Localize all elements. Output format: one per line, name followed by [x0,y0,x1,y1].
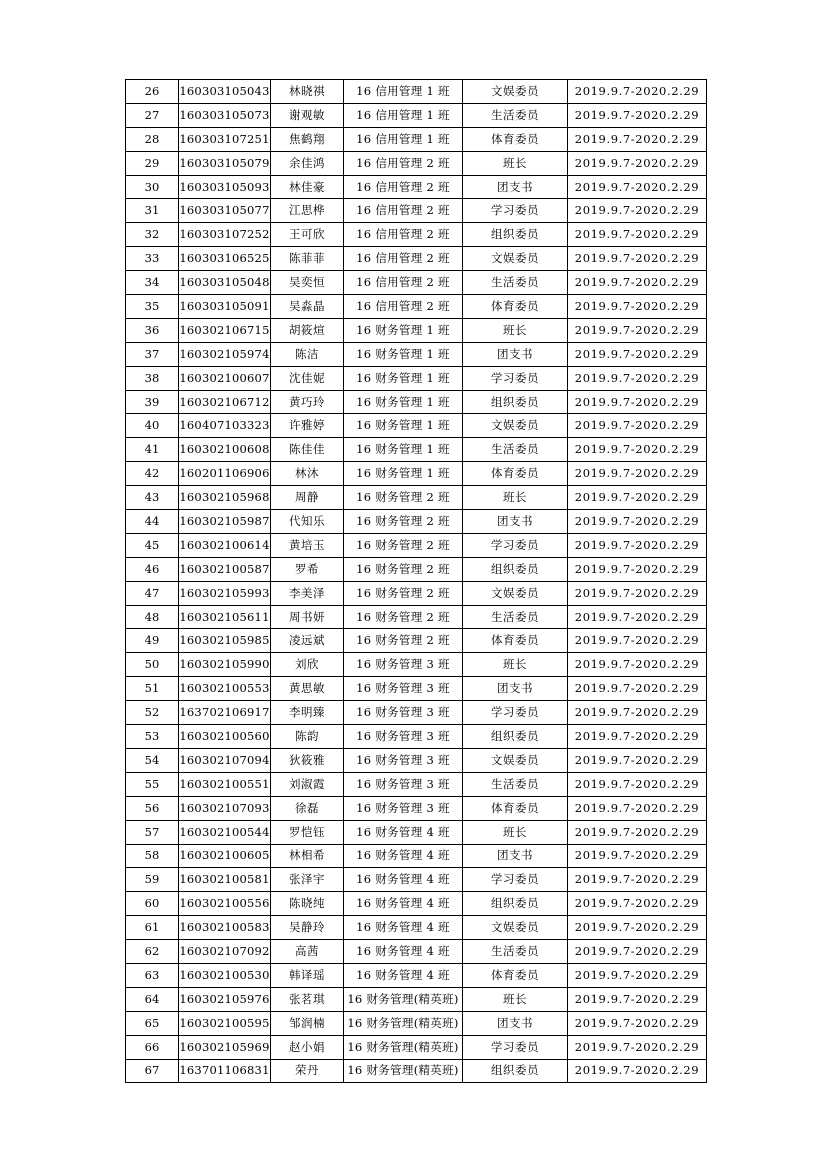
class-name-cell: 16 财务管理 2 班 [344,605,463,629]
student-id-cell: 160303105073 [179,103,271,127]
student-id-cell: 160303107251 [179,127,271,151]
class-name-cell: 16 财务管理 1 班 [344,318,463,342]
class-name-cell: 16 财务管理 1 班 [344,366,463,390]
student-name-cell: 周书妍 [271,605,344,629]
term-period-cell: 2019.9.7-2020.2.29 [568,629,707,653]
student-id-cell: 160303106525 [179,247,271,271]
student-name-cell: 罗希 [271,557,344,581]
table-row [126,80,707,104]
class-name-cell: 16 信用管理 2 班 [344,295,463,319]
student-name-cell: 陈菲菲 [271,247,344,271]
row-number-cell: 38 [126,366,179,390]
class-name-cell: 16 财务管理 1 班 [344,342,463,366]
student-id-cell: 160302107093 [179,796,271,820]
student-name-cell: 谢观敏 [271,103,344,127]
student-name-cell: 刘欣 [271,653,344,677]
student-id-cell: 160302100614 [179,533,271,557]
position-cell: 学习委员 [463,1035,568,1059]
class-name-cell: 16 财务管理 4 班 [344,892,463,916]
table-row [126,295,707,319]
class-name-cell: 16 信用管理 2 班 [344,151,463,175]
position-cell: 班长 [463,318,568,342]
student-id-cell: 160302100581 [179,868,271,892]
term-period-cell: 2019.9.7-2020.2.29 [568,868,707,892]
table-row [126,151,707,175]
table-row [126,892,707,916]
class-name-cell: 16 财务管理 4 班 [344,820,463,844]
student-id-cell: 160302105990 [179,653,271,677]
position-cell: 生活委员 [463,605,568,629]
term-period-cell: 2019.9.7-2020.2.29 [568,557,707,581]
row-number-cell: 32 [126,223,179,247]
position-cell: 学习委员 [463,868,568,892]
class-name-cell: 16 财务管理 2 班 [344,557,463,581]
student-name-cell: 周静 [271,486,344,510]
student-name-cell: 林沐 [271,462,344,486]
position-cell: 团支书 [463,510,568,534]
term-period-cell: 2019.9.7-2020.2.29 [568,725,707,749]
class-name-cell: 16 财务管理(精英班) [344,1011,463,1035]
position-cell: 生活委员 [463,772,568,796]
row-number-cell: 26 [126,80,179,104]
student-name-cell: 荣丹 [271,1059,344,1083]
table-row [126,510,707,534]
term-period-cell: 2019.9.7-2020.2.29 [568,318,707,342]
class-name-cell: 16 财务管理 3 班 [344,772,463,796]
row-number-cell: 45 [126,533,179,557]
table-row [126,533,707,557]
class-name-cell: 16 信用管理 2 班 [344,223,463,247]
position-cell: 学习委员 [463,701,568,725]
position-cell: 团支书 [463,677,568,701]
class-name-cell: 16 信用管理 1 班 [344,80,463,104]
position-cell: 生活委员 [463,940,568,964]
position-cell: 团支书 [463,844,568,868]
student-name-cell: 王可欣 [271,223,344,247]
student-id-cell: 160302105993 [179,581,271,605]
position-cell: 文娱委员 [463,80,568,104]
term-period-cell: 2019.9.7-2020.2.29 [568,151,707,175]
table-row [126,772,707,796]
position-cell: 组织委员 [463,223,568,247]
student-id-cell: 160303105091 [179,295,271,319]
student-id-cell: 160302105985 [179,629,271,653]
row-number-cell: 53 [126,725,179,749]
student-name-cell: 黄培玉 [271,533,344,557]
position-cell: 文娱委员 [463,414,568,438]
table-row [126,701,707,725]
row-number-cell: 43 [126,486,179,510]
table-row [126,1059,707,1083]
student-id-cell: 160302105987 [179,510,271,534]
term-period-cell: 2019.9.7-2020.2.29 [568,247,707,271]
student-id-cell: 160303105048 [179,271,271,295]
row-number-cell: 28 [126,127,179,151]
student-name-cell: 陈韵 [271,725,344,749]
table-row [126,223,707,247]
row-number-cell: 36 [126,318,179,342]
student-id-cell: 160303105077 [179,199,271,223]
term-period-cell: 2019.9.7-2020.2.29 [568,605,707,629]
student-id-cell: 160302105969 [179,1035,271,1059]
position-cell: 学习委员 [463,199,568,223]
table-row [126,247,707,271]
term-period-cell: 2019.9.7-2020.2.29 [568,844,707,868]
row-number-cell: 63 [126,963,179,987]
table-row [126,725,707,749]
class-name-cell: 16 财务管理 2 班 [344,510,463,534]
student-name-cell: 韩译瑶 [271,963,344,987]
student-id-cell: 160302106715 [179,318,271,342]
table-row [126,103,707,127]
class-name-cell: 16 信用管理 2 班 [344,199,463,223]
term-period-cell: 2019.9.7-2020.2.29 [568,1059,707,1083]
class-name-cell: 16 财务管理 4 班 [344,940,463,964]
row-number-cell: 52 [126,701,179,725]
row-number-cell: 64 [126,987,179,1011]
row-number-cell: 51 [126,677,179,701]
student-id-cell: 160302100551 [179,772,271,796]
student-name-cell: 胡筱煊 [271,318,344,342]
student-id-cell: 163701106831 [179,1059,271,1083]
term-period-cell: 2019.9.7-2020.2.29 [568,342,707,366]
class-name-cell: 16 财务管理 3 班 [344,653,463,677]
position-cell: 组织委员 [463,390,568,414]
term-period-cell: 2019.9.7-2020.2.29 [568,748,707,772]
position-cell: 体育委员 [463,462,568,486]
row-number-cell: 48 [126,605,179,629]
term-period-cell: 2019.9.7-2020.2.29 [568,486,707,510]
student-id-cell: 160302100607 [179,366,271,390]
term-period-cell: 2019.9.7-2020.2.29 [568,963,707,987]
student-id-cell: 160302107094 [179,748,271,772]
student-id-cell: 163702106917 [179,701,271,725]
student-name-cell: 黄巧玲 [271,390,344,414]
student-name-cell: 罗恺钰 [271,820,344,844]
class-name-cell: 16 财务管理 4 班 [344,868,463,892]
table-row [126,916,707,940]
student-id-cell: 160302100544 [179,820,271,844]
student-id-cell: 160407103323 [179,414,271,438]
row-number-cell: 40 [126,414,179,438]
student-id-cell: 160302105974 [179,342,271,366]
table-row [126,820,707,844]
student-id-cell: 160302100553 [179,677,271,701]
row-number-cell: 29 [126,151,179,175]
table-row [126,127,707,151]
student-id-cell: 160303105043 [179,80,271,104]
row-number-cell: 44 [126,510,179,534]
class-name-cell: 16 财务管理 3 班 [344,748,463,772]
position-cell: 体育委员 [463,796,568,820]
table-row [126,438,707,462]
row-number-cell: 31 [126,199,179,223]
student-name-cell: 许雅婷 [271,414,344,438]
class-cadre-table [125,79,707,1083]
student-name-cell: 陈佳佳 [271,438,344,462]
position-cell: 组织委员 [463,892,568,916]
student-id-cell: 160201106906 [179,462,271,486]
row-number-cell: 37 [126,342,179,366]
term-period-cell: 2019.9.7-2020.2.29 [568,438,707,462]
row-number-cell: 33 [126,247,179,271]
table-row [126,342,707,366]
student-id-cell: 160302100556 [179,892,271,916]
table-row [126,987,707,1011]
table-row [126,1011,707,1035]
student-name-cell: 张茗琪 [271,987,344,1011]
student-id-cell: 160302100595 [179,1011,271,1035]
student-name-cell: 吴奕恒 [271,271,344,295]
student-id-cell: 160303105093 [179,175,271,199]
position-cell: 组织委员 [463,725,568,749]
row-number-cell: 47 [126,581,179,605]
row-number-cell: 42 [126,462,179,486]
student-name-cell: 高茜 [271,940,344,964]
class-name-cell: 16 财务管理 1 班 [344,462,463,486]
position-cell: 团支书 [463,1011,568,1035]
student-name-cell: 李美泽 [271,581,344,605]
row-number-cell: 58 [126,844,179,868]
row-number-cell: 41 [126,438,179,462]
table-row [126,390,707,414]
position-cell: 组织委员 [463,1059,568,1083]
row-number-cell: 67 [126,1059,179,1083]
class-name-cell: 16 财务管理(精英班) [344,1035,463,1059]
class-name-cell: 16 信用管理 2 班 [344,271,463,295]
position-cell: 班长 [463,820,568,844]
class-name-cell: 16 财务管理 1 班 [344,390,463,414]
class-name-cell: 16 财务管理 1 班 [344,438,463,462]
table-row [126,605,707,629]
term-period-cell: 2019.9.7-2020.2.29 [568,223,707,247]
row-number-cell: 30 [126,175,179,199]
student-id-cell: 160303105079 [179,151,271,175]
student-id-cell: 160302105976 [179,987,271,1011]
position-cell: 体育委员 [463,963,568,987]
term-period-cell: 2019.9.7-2020.2.29 [568,940,707,964]
row-number-cell: 65 [126,1011,179,1035]
table-row [126,940,707,964]
row-number-cell: 66 [126,1035,179,1059]
row-number-cell: 27 [126,103,179,127]
class-name-cell: 16 财务管理 3 班 [344,796,463,820]
table-row [126,557,707,581]
table-row [126,366,707,390]
student-id-cell: 160302100560 [179,725,271,749]
row-number-cell: 57 [126,820,179,844]
position-cell: 班长 [463,486,568,510]
student-name-cell: 张泽宇 [271,868,344,892]
student-id-cell: 160302105611 [179,605,271,629]
student-name-cell: 刘淑霞 [271,772,344,796]
student-name-cell: 焦鹤翔 [271,127,344,151]
position-cell: 生活委员 [463,103,568,127]
student-name-cell: 赵小娟 [271,1035,344,1059]
table-row [126,748,707,772]
row-number-cell: 34 [126,271,179,295]
student-id-cell: 160302100605 [179,844,271,868]
term-period-cell: 2019.9.7-2020.2.29 [568,271,707,295]
table-row [126,844,707,868]
term-period-cell: 2019.9.7-2020.2.29 [568,820,707,844]
student-name-cell: 李明臻 [271,701,344,725]
position-cell: 班长 [463,987,568,1011]
term-period-cell: 2019.9.7-2020.2.29 [568,80,707,104]
term-period-cell: 2019.9.7-2020.2.29 [568,366,707,390]
term-period-cell: 2019.9.7-2020.2.29 [568,892,707,916]
table-row [126,796,707,820]
term-period-cell: 2019.9.7-2020.2.29 [568,1011,707,1035]
row-number-cell: 35 [126,295,179,319]
table-row [126,1035,707,1059]
student-name-cell: 江思桦 [271,199,344,223]
student-id-cell: 160302100530 [179,963,271,987]
student-name-cell: 沈佳妮 [271,366,344,390]
student-name-cell: 徐磊 [271,796,344,820]
term-period-cell: 2019.9.7-2020.2.29 [568,103,707,127]
class-name-cell: 16 信用管理 1 班 [344,127,463,151]
student-name-cell: 陈洁 [271,342,344,366]
position-cell: 团支书 [463,175,568,199]
table-row [126,629,707,653]
term-period-cell: 2019.9.7-2020.2.29 [568,796,707,820]
table-row [126,868,707,892]
table-row [126,653,707,677]
term-period-cell: 2019.9.7-2020.2.29 [568,127,707,151]
position-cell: 文娱委员 [463,581,568,605]
term-period-cell: 2019.9.7-2020.2.29 [568,653,707,677]
student-name-cell: 林晓祺 [271,80,344,104]
position-cell: 文娱委员 [463,247,568,271]
student-name-cell: 吴静玲 [271,916,344,940]
term-period-cell: 2019.9.7-2020.2.29 [568,701,707,725]
student-id-cell: 160303107252 [179,223,271,247]
table-row [126,199,707,223]
term-period-cell: 2019.9.7-2020.2.29 [568,581,707,605]
student-name-cell: 代知乐 [271,510,344,534]
term-period-cell: 2019.9.7-2020.2.29 [568,390,707,414]
table-row [126,581,707,605]
class-name-cell: 16 信用管理 2 班 [344,175,463,199]
class-name-cell: 16 财务管理 2 班 [344,629,463,653]
table-row [126,318,707,342]
table-body [126,80,707,1083]
student-id-cell: 160302105968 [179,486,271,510]
row-number-cell: 60 [126,892,179,916]
position-cell: 学习委员 [463,533,568,557]
row-number-cell: 55 [126,772,179,796]
student-name-cell: 林相希 [271,844,344,868]
student-name-cell: 邹润楠 [271,1011,344,1035]
class-name-cell: 16 财务管理 3 班 [344,725,463,749]
row-number-cell: 61 [126,916,179,940]
position-cell: 生活委员 [463,271,568,295]
term-period-cell: 2019.9.7-2020.2.29 [568,414,707,438]
class-name-cell: 16 财务管理 3 班 [344,677,463,701]
term-period-cell: 2019.9.7-2020.2.29 [568,916,707,940]
class-name-cell: 16 财务管理 2 班 [344,581,463,605]
position-cell: 团支书 [463,342,568,366]
term-period-cell: 2019.9.7-2020.2.29 [568,175,707,199]
term-period-cell: 2019.9.7-2020.2.29 [568,1035,707,1059]
row-number-cell: 49 [126,629,179,653]
position-cell: 体育委员 [463,629,568,653]
class-name-cell: 16 财务管理 3 班 [344,701,463,725]
position-cell: 文娱委员 [463,916,568,940]
student-id-cell: 160302100608 [179,438,271,462]
student-name-cell: 黄思敏 [271,677,344,701]
row-number-cell: 50 [126,653,179,677]
term-period-cell: 2019.9.7-2020.2.29 [568,987,707,1011]
row-number-cell: 56 [126,796,179,820]
term-period-cell: 2019.9.7-2020.2.29 [568,772,707,796]
class-name-cell: 16 财务管理(精英班) [344,1059,463,1083]
student-id-cell: 160302100587 [179,557,271,581]
table-row [126,414,707,438]
position-cell: 生活委员 [463,438,568,462]
position-cell: 组织委员 [463,557,568,581]
row-number-cell: 39 [126,390,179,414]
class-name-cell: 16 财务管理(精英班) [344,987,463,1011]
position-cell: 学习委员 [463,366,568,390]
term-period-cell: 2019.9.7-2020.2.29 [568,462,707,486]
class-name-cell: 16 信用管理 1 班 [344,103,463,127]
position-cell: 体育委员 [463,127,568,151]
term-period-cell: 2019.9.7-2020.2.29 [568,533,707,557]
table-row [126,486,707,510]
student-name-cell: 林佳豪 [271,175,344,199]
class-name-cell: 16 财务管理 2 班 [344,486,463,510]
table-row [126,462,707,486]
table-row [126,271,707,295]
student-name-cell: 吴淼晶 [271,295,344,319]
position-cell: 班长 [463,653,568,677]
class-name-cell: 16 财务管理 1 班 [344,414,463,438]
class-name-cell: 16 信用管理 2 班 [344,247,463,271]
position-cell: 班长 [463,151,568,175]
class-name-cell: 16 财务管理 4 班 [344,963,463,987]
student-id-cell: 160302107092 [179,940,271,964]
table-row [126,677,707,701]
class-name-cell: 16 财务管理 4 班 [344,916,463,940]
class-name-cell: 16 财务管理 2 班 [344,533,463,557]
term-period-cell: 2019.9.7-2020.2.29 [568,677,707,701]
term-period-cell: 2019.9.7-2020.2.29 [568,510,707,534]
student-name-cell: 陈晓纯 [271,892,344,916]
table-row [126,175,707,199]
row-number-cell: 46 [126,557,179,581]
student-name-cell: 余佳鸿 [271,151,344,175]
student-id-cell: 160302100583 [179,916,271,940]
row-number-cell: 54 [126,748,179,772]
table-row [126,963,707,987]
student-name-cell: 狄筱雅 [271,748,344,772]
class-name-cell: 16 财务管理 4 班 [344,844,463,868]
term-period-cell: 2019.9.7-2020.2.29 [568,199,707,223]
position-cell: 体育委员 [463,295,568,319]
term-period-cell: 2019.9.7-2020.2.29 [568,295,707,319]
row-number-cell: 62 [126,940,179,964]
position-cell: 文娱委员 [463,748,568,772]
student-id-cell: 160302106712 [179,390,271,414]
row-number-cell: 59 [126,868,179,892]
student-name-cell: 凌远斌 [271,629,344,653]
